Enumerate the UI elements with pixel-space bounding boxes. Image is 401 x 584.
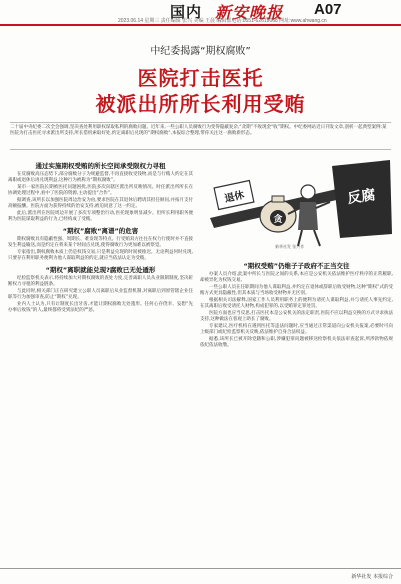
column-paragraph: 专家建议,医疗机构在遇到医托等违法问题时,应当通过正常渠道向公安机关报案,必要时可向上级部门或纪检监察机关反映,依法维护自身合法权益。 — [200, 324, 393, 335]
column-paragraph: 某市一家医院长期被医托问题困扰,医院多次向辖区派出所反映情况。时任派出所所长在协调处理过程中,看中了医院的资源,主动提出“合作”。 — [8, 185, 193, 196]
column-paragraph: 根据相关司法解释,国家工作人员利用职务上的便利为请托人谋取利益,并与请托人事先约定,在其离职后收受请托人财物,构成犯罪的,以受贿罪定罪处罚。 — [200, 298, 393, 309]
column-paragraph: 专家指出,期权腐败本质上仍是权钱交易,只是利益兑现的时间被推迟。无论利益何时兑现,只要存在利用职务便利为他人谋取利益的约定,就应当依法认定为受贿。 — [8, 250, 193, 261]
right-column — [200, 258, 393, 566]
left-column — [8, 158, 193, 566]
column-subhead: “期权”腐败“离谱”的危害 — [62, 227, 139, 235]
page-number: A07 — [314, 1, 342, 18]
column-subhead: “期权”离职就能兑现?腐败已无处遁形 — [45, 266, 156, 274]
page-footer — [0, 568, 401, 584]
article-kicker: 中纪委揭露“期权腐败” — [150, 46, 251, 57]
column-paragraph: 业内人士认为,只有让制度长出牙齿,才能让期权腐败无处遁形。任何心存侥幸、妄想“先办事后收钱”的人,最终都将受到法纪的严惩。 — [8, 302, 193, 313]
column-subhead: 通过实施期权受贿的所长空间承受限权力寻租 — [35, 162, 166, 170]
column-paragraph: 纪检监察机关表示,将持续加大对期权腐败的查处力度,完善离职人员从业限制制度,坚决斩断权力寻租的利益链条。 — [8, 276, 193, 287]
column-paragraph: 期权腐败具有隐蔽性强、周期长、难发现等特点。行受贿双方往往在权力行使时并不直接发生利益输送,而是约定在将来某个时间点兑现,使得腐败行为更加难以被察觉。 — [8, 237, 193, 248]
section-name: 国内 — [170, 3, 203, 21]
masthead-meta: 2023.06.14 星期三 责任编辑 张兴 美编 王晨 编辑部电话:0551-62619068 网址:www.ahwang.cn — [118, 18, 327, 24]
masthead — [0, 0, 401, 26]
column-paragraph: 办案人员介绍,此案中所长与医院之间的关系,本应是公安机关依法维护医疗秩序的正常履职,却被异化为权钱交易。 — [200, 272, 393, 283]
column-paragraph: 据调查,该所长以加强医院周边治安为由,要求医院在其退休后聘请其担任顾问,并按月支付高额报酬。医院方面为获得持续的治安支持,被迫同意了这一约定。 — [8, 198, 193, 209]
column-paragraph: 一些公职人员在任职期间为他人谋取利益,并约定在退休或辞职后收受财物,这种“期权”式的受贿方式更具隐蔽性,但其本质与当场收受财物并无区别。 — [200, 285, 393, 296]
label-retire: 退休 — [223, 189, 246, 205]
column-paragraph: 与此同时,相关部门正在研究建立公职人员离职后从业监督机制,对离职后到原管辖企业任职等行为加强审查,防止“期权”兑现。 — [8, 289, 193, 300]
label-greed: 贪 — [273, 215, 283, 225]
footer-credit: 新华社发 本报综合 — [351, 574, 393, 580]
figure-head — [301, 185, 315, 199]
column-paragraph: 医院方面也应当反思,打击医托本是公安机关的法定职责,医院不应以利益交换的方式寻求执法支持,这种做法在客观上助长了腐败。 — [200, 311, 393, 322]
newspaper-logo: 新安晚报 — [215, 3, 284, 22]
article-lead: 二十届中央纪委二次全会强调,坚决查处利用职权谋取私利的腐败问题。近年来,一些公职人员腐败行为变得隐蔽复杂,“贪期”不收现金“收”期权。中纪委网站近日刊发文章,剖析一起典型案例:某医院为打击医托寻求派出所支持,所长借机索取好处,约定离职后兑现的“期权腐败”,本报综合整理,带你关注这一腐败新形态。 — [10, 122, 391, 150]
headline-line-1: 医院打击医托 — [137, 66, 264, 90]
figure-body — [298, 202, 318, 230]
column-paragraph: 此后,派出所在医院周边开展了多次专项整治行动,医托现象明显减少。但所长利用职务便利为医院谋取利益的行为,已经构成了受贿。 — [8, 211, 193, 222]
column-paragraph: 在反腐败高压态势下,部分腐败分子为规避监督,不再直接收受钱物,而是与行贿人约定在其离职或退休后再兑现利益,这种行为被称为“期权腐败”。 — [8, 172, 193, 183]
illustration-caption: 新华社发 张兴作 — [275, 244, 305, 249]
column-paragraph: 据悉,该所长已被开除党籍和公职,涉嫌犯罪问题被移送检察机关依法审查起诉,所涉款物依规依纪依法收缴。 — [200, 337, 393, 348]
cartoon-illustration — [200, 156, 393, 254]
label-anti-corruption: 反腐 — [346, 187, 377, 207]
headline-line-2: 被派出所所长利用受贿 — [95, 92, 306, 116]
column-subhead: “期权受贿”仍维子子政府不正当交往 — [243, 262, 350, 270]
